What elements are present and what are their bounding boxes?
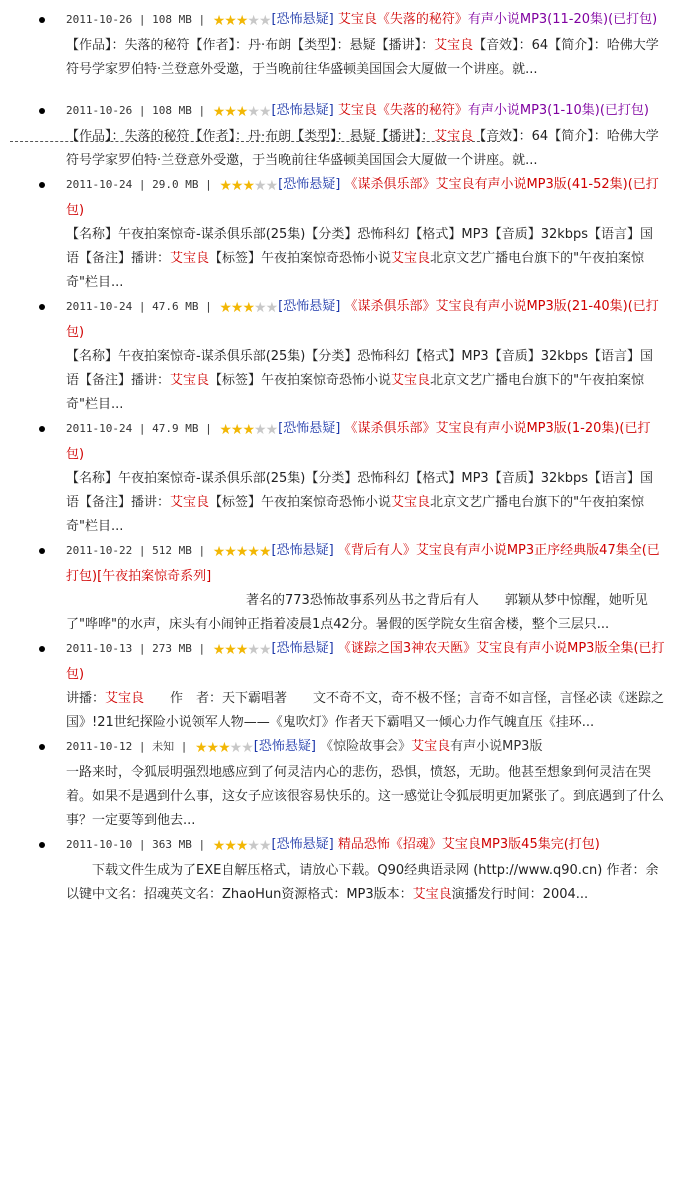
star-filled-icon: ★: [230, 422, 243, 438]
category-link[interactable]: [恐怖悬疑]: [271, 12, 334, 27]
rating-stars: [219, 297, 277, 321]
star-filled-icon: ★: [224, 104, 236, 120]
category-link[interactable]: [恐怖悬疑]: [271, 103, 334, 118]
list-item: 2011-10-10 | 363 MB | ★★★★★[恐怖悬疑] 精品恐怖《招魂》艾宝良MP3版45集完(打包) 下载文件生成为了EXE自解压格式，请放心下载。Q90经典语录网 (http://www.q90.cn) 作者：余以键中文名：招魂英文名：ZhaoHun资源格式：MP3版本：艾宝良演播发行时间：2004...: [37, 833, 666, 907]
list-item: 2011-10-26 | 108 MB | ★★★★★[恐怖悬疑] 艾宝良《失落的秘符》有声小说MP3(11-20集)(已打包) 【作品】：失落的秘符【作者】：丹·布朗【类型】：悬疑【播讲】：艾宝良【音效】：64【简介】：哈佛大学符号学家罗伯特·兰登意外受邀，于当晚前往华盛顿美国国会大厦做一个讲座。就...: [37, 0, 666, 82]
bullet-icon: [39, 108, 45, 114]
list-item: 2011-10-26 | 108 MB | ★★★★★[恐怖悬疑] 艾宝良《失落的秘符》有声小说MP3(1-10集)(已打包) 【作品】：失落的秘符【作者】：丹·布朗【类型】：悬疑【播讲】：艾宝良【音效】：64【简介】：哈佛大学符号学家罗伯特·兰登意外受邀，于当晚前往华盛顿美国国会大厦做一个讲座。就...: [37, 99, 666, 173]
star-filled-icon: ★: [258, 544, 271, 560]
bullet-icon: [39, 842, 45, 848]
title-link[interactable]: 《谋杀俱乐部》艾宝良有声小说MP3版(1-20集)(已打包): [66, 421, 651, 462]
star-filled-icon: ★: [219, 300, 231, 316]
star-filled-icon: ★: [224, 544, 236, 560]
rating-stars: [213, 835, 271, 859]
star-filled-icon: ★: [235, 544, 248, 560]
title-link[interactable]: 艾宝良《失落的秘符》有声小说MP3(1-10集)(已打包): [337, 103, 649, 118]
rating-stars: [213, 639, 271, 663]
item-size: 108 MB: [152, 13, 192, 26]
item-date: 2011-10-22: [66, 544, 133, 557]
star-empty-icon: ★: [258, 642, 271, 658]
item-size: 29.0 MB: [152, 178, 199, 191]
bullet-icon: [39, 304, 45, 310]
star-empty-icon: ★: [258, 13, 271, 29]
item-date: 2011-10-13: [66, 642, 133, 655]
title-link[interactable]: 《背后有人》艾宝良有声小说MP3正序经典版47集全(已打包)[午夜拍案惊奇系列]: [66, 543, 660, 584]
star-empty-icon: ★: [265, 300, 278, 316]
star-filled-icon: ★: [206, 740, 219, 756]
star-empty-icon: ★: [247, 838, 259, 854]
item-size: 未知: [152, 740, 175, 753]
star-empty-icon: ★: [254, 422, 266, 438]
star-empty-icon: ★: [247, 13, 259, 29]
star-filled-icon: ★: [235, 838, 248, 854]
list-item: 2011-10-24 | 29.0 MB | ★★★★★[恐怖悬疑] 《谋杀俱乐部》艾宝良有声小说MP3版(41-52集)(已打包) 【名称】午夜拍案惊奇-谋杀俱乐部(25集)【分类】恐怖科幻【格式】MP3【音质】32kbps【语言】国语【备注】播讲：艾宝良【标签】午夜拍案惊奇恐怖小说艾宝良北京文艺广播电台旗下的"午夜拍案惊奇"栏目...: [37, 173, 666, 295]
star-filled-icon: ★: [247, 544, 259, 560]
bullet-icon: [39, 182, 45, 188]
bullet-icon: [39, 17, 45, 23]
item-date: 2011-10-10: [66, 838, 133, 851]
separator-gap: [37, 82, 700, 99]
title-link[interactable]: 《谋杀俱乐部》艾宝良有声小说MP3版(41-52集)(已打包): [66, 177, 659, 218]
bullet-icon: [39, 548, 45, 554]
rating-stars: [219, 175, 277, 199]
category-link[interactable]: [恐怖悬疑]: [278, 177, 341, 192]
star-filled-icon: ★: [212, 13, 225, 29]
rating-stars: [213, 541, 271, 565]
list-item: 2011-10-13 | 273 MB | ★★★★★[恐怖悬疑] 《谜踪之国3神农天匦》艾宝良有声小说MP3版全集(已打包) 讲播：艾宝良 作 者：天下霸唱著 文不奇不文，奇不极不怪；言奇不如言怪，言怪必读《迷踪之国》!21世纪探险小说领军人物——《鬼吹灯》作者天下霸唱又一倾心力作气魄直压《挂环...: [37, 637, 666, 735]
title-link[interactable]: 精品恐怖《招魂》艾宝良MP3版45集完(打包): [337, 837, 600, 852]
category-link[interactable]: [恐怖悬疑]: [253, 739, 316, 754]
star-empty-icon: ★: [229, 740, 242, 756]
item-description: 【名称】午夜拍案惊奇-谋杀俱乐部(25集)【分类】恐怖科幻【格式】MP3【音质】32kbps【语言】国语【备注】播讲：艾宝良【标签】午夜拍案惊奇恐怖小说艾宝良北京文艺广播电台旗下的"午夜拍案惊奇"栏目...: [66, 227, 654, 290]
star-filled-icon: ★: [242, 178, 255, 194]
star-filled-icon: ★: [242, 300, 255, 316]
category-link[interactable]: [恐怖悬疑]: [271, 641, 334, 656]
title-link[interactable]: 《谋杀俱乐部》艾宝良有声小说MP3版(21-40集)(已打包): [66, 299, 659, 340]
item-description: 【作品】：失落的秘符【作者】：丹·布朗【类型】：悬疑【播讲】：艾宝良【音效】：64【简介】：哈佛大学符号学家罗伯特·兰登意外受邀，于当晚前往华盛顿美国国会大厦做一个讲座。就...: [66, 129, 659, 168]
bullet-icon: [39, 426, 45, 432]
rating-stars: [195, 737, 253, 761]
star-empty-icon: ★: [258, 838, 271, 854]
item-size: 512 MB: [152, 544, 192, 557]
title-link[interactable]: 《谜踪之国3神农天匦》艾宝良有声小说MP3版全集(已打包): [66, 641, 665, 682]
list-item: 2011-10-12 | 未知 | ★★★★★[恐怖悬疑] 《惊险故事会》艾宝良有声小说MP3版 一路来时，令狐辰明强烈地感应到了何灵洁内心的悲伤，恐惧，愤怒，无助。他甚至想象到何灵洁在哭着。如果不是遇到什么事，这女子应该很容易快乐的。这一感觉让令狐辰明更加紧张了。到底遇到了什么事？一定要等到他去...: [37, 735, 666, 833]
item-description: 下载文件生成为了EXE自解压格式，请放心下载。Q90经典语录网 (http://www.q90.cn) 作者：余以键中文名：招魂英文名：ZhaoHun资源格式：MP3版本：艾宝良演播发行时间：2004...: [66, 863, 659, 902]
rating-stars: [213, 101, 271, 125]
star-empty-icon: ★: [247, 642, 259, 658]
star-empty-icon: ★: [265, 422, 278, 438]
star-empty-icon: ★: [254, 178, 266, 194]
item-size: 47.9 MB: [152, 422, 199, 435]
item-date: 2011-10-24: [66, 178, 133, 191]
item-date: 2011-10-12: [66, 740, 133, 753]
star-filled-icon: ★: [224, 13, 236, 29]
star-empty-icon: ★: [241, 740, 253, 756]
star-filled-icon: ★: [212, 544, 225, 560]
star-filled-icon: ★: [194, 740, 207, 756]
star-filled-icon: ★: [230, 178, 243, 194]
star-empty-icon: ★: [265, 178, 278, 194]
item-size: 273 MB: [152, 642, 192, 655]
list-item: 2011-10-24 | 47.6 MB | ★★★★★[恐怖悬疑] 《谋杀俱乐部》艾宝良有声小说MP3版(21-40集)(已打包) 【名称】午夜拍案惊奇-谋杀俱乐部(25集)【分类】恐怖科幻【格式】MP3【音质】32kbps【语言】国语【备注】播讲：艾宝良【标签】午夜拍案惊奇恐怖小说艾宝良北京文艺广播电台旗下的"午夜拍案惊奇"栏目...: [37, 295, 666, 417]
item-description: 【名称】午夜拍案惊奇-谋杀俱乐部(25集)【分类】恐怖科幻【格式】MP3【音质】32kbps【语言】国语【备注】播讲：艾宝良【标签】午夜拍案惊奇恐怖小说艾宝良北京文艺广播电台旗下的"午夜拍案惊奇"栏目...: [66, 471, 654, 534]
title-link[interactable]: 艾宝良《失落的秘符》有声小说MP3(11-20集)(已打包): [337, 12, 658, 27]
item-description: 著名的773恐怖故事系列丛书之背后有人 郭颖从梦中惊醒，她听见了"哗哗"的水声，床头有小闹钟正指着凌晨1点42分。暑假的医学院女生宿舍楼，整个三层只...: [66, 593, 648, 632]
item-description: 一路来时，令狐辰明强烈地感应到了何灵洁内心的悲伤，恐惧，愤怒，无助。他甚至想象到何灵洁在哭着。如果不是遇到什么事，这女子应该很容易快乐的。这一感觉让令狐辰明更加紧张了。到底遇到了什么事？一定要等到他去...: [66, 765, 665, 828]
rating-stars: [219, 419, 277, 443]
item-size: 108 MB: [152, 104, 192, 117]
star-empty-icon: ★: [258, 104, 271, 120]
category-link[interactable]: [恐怖悬疑]: [278, 421, 341, 436]
star-filled-icon: ★: [219, 422, 231, 438]
item-description: 【名称】午夜拍案惊奇-谋杀俱乐部(25集)【分类】恐怖科幻【格式】MP3【音质】32kbps【语言】国语【备注】播讲：艾宝良【标签】午夜拍案惊奇恐怖小说艾宝良北京文艺广播电台旗下的"午夜拍案惊奇"栏目...: [66, 349, 654, 412]
star-filled-icon: ★: [218, 740, 230, 756]
star-filled-icon: ★: [230, 300, 243, 316]
bullet-icon: [39, 646, 45, 652]
star-filled-icon: ★: [235, 642, 248, 658]
list-item: 2011-10-24 | 47.9 MB | ★★★★★[恐怖悬疑] 《谋杀俱乐部》艾宝良有声小说MP3版(1-20集)(已打包) 【名称】午夜拍案惊奇-谋杀俱乐部(25集)【分类】恐怖科幻【格式】MP3【音质】32kbps【语言】国语【备注】播讲：艾宝良【标签】午夜拍案惊奇恐怖小说艾宝良北京文艺广播电台旗下的"午夜拍案惊奇"栏目...: [37, 417, 666, 539]
item-date: 2011-10-24: [66, 422, 133, 435]
category-link[interactable]: [恐怖悬疑]: [271, 543, 334, 558]
list-item: 2011-10-22 | 512 MB | ★★★★★[恐怖悬疑] 《背后有人》艾宝良有声小说MP3正序经典版47集全(已打包)[午夜拍案惊奇系列] 著名的773恐怖故事系列丛书之背后有人 郭颖从梦中惊醒，她听见了"哗哗"的水声，床头有小闹钟正指着凌晨1点42分。暑假的医学院女生宿舍楼，整个三层只...: [37, 539, 666, 637]
item-date: 2011-10-26: [66, 104, 133, 117]
star-filled-icon: ★: [219, 178, 231, 194]
bullet-icon: [39, 744, 45, 750]
category-link[interactable]: [恐怖悬疑]: [278, 299, 341, 314]
item-size: 363 MB: [152, 838, 192, 851]
rating-stars: [213, 10, 271, 34]
star-filled-icon: ★: [212, 838, 225, 854]
star-filled-icon: ★: [224, 838, 236, 854]
star-filled-icon: ★: [235, 13, 248, 29]
category-link[interactable]: [恐怖悬疑]: [271, 837, 334, 852]
star-filled-icon: ★: [212, 642, 225, 658]
item-date: 2011-10-24: [66, 300, 133, 313]
star-filled-icon: ★: [212, 104, 225, 120]
star-empty-icon: ★: [247, 104, 259, 120]
star-empty-icon: ★: [254, 300, 266, 316]
item-description: 讲播：艾宝良 作 者：天下霸唱著 文不奇不文，奇不极不怪；言奇不如言怪，言怪必读《迷踪之国》!21世纪探险小说领军人物——《鬼吹灯》作者天下霸唱又一倾心力作气魄直压《挂环...: [66, 691, 665, 730]
title-link[interactable]: 《惊险故事会》艾宝良有声小说MP3版: [320, 739, 543, 754]
star-filled-icon: ★: [242, 422, 255, 438]
star-filled-icon: ★: [235, 104, 248, 120]
item-size: 47.6 MB: [152, 300, 199, 313]
star-filled-icon: ★: [224, 642, 236, 658]
item-description: 【作品】：失落的秘符【作者】：丹·布朗【类型】：悬疑【播讲】：艾宝良【音效】：64【简介】：哈佛大学符号学家罗伯特·兰登意外受邀，于当晚前往华盛顿美国国会大厦做一个讲座。就...: [66, 38, 659, 77]
item-date: 2011-10-26: [66, 13, 133, 26]
